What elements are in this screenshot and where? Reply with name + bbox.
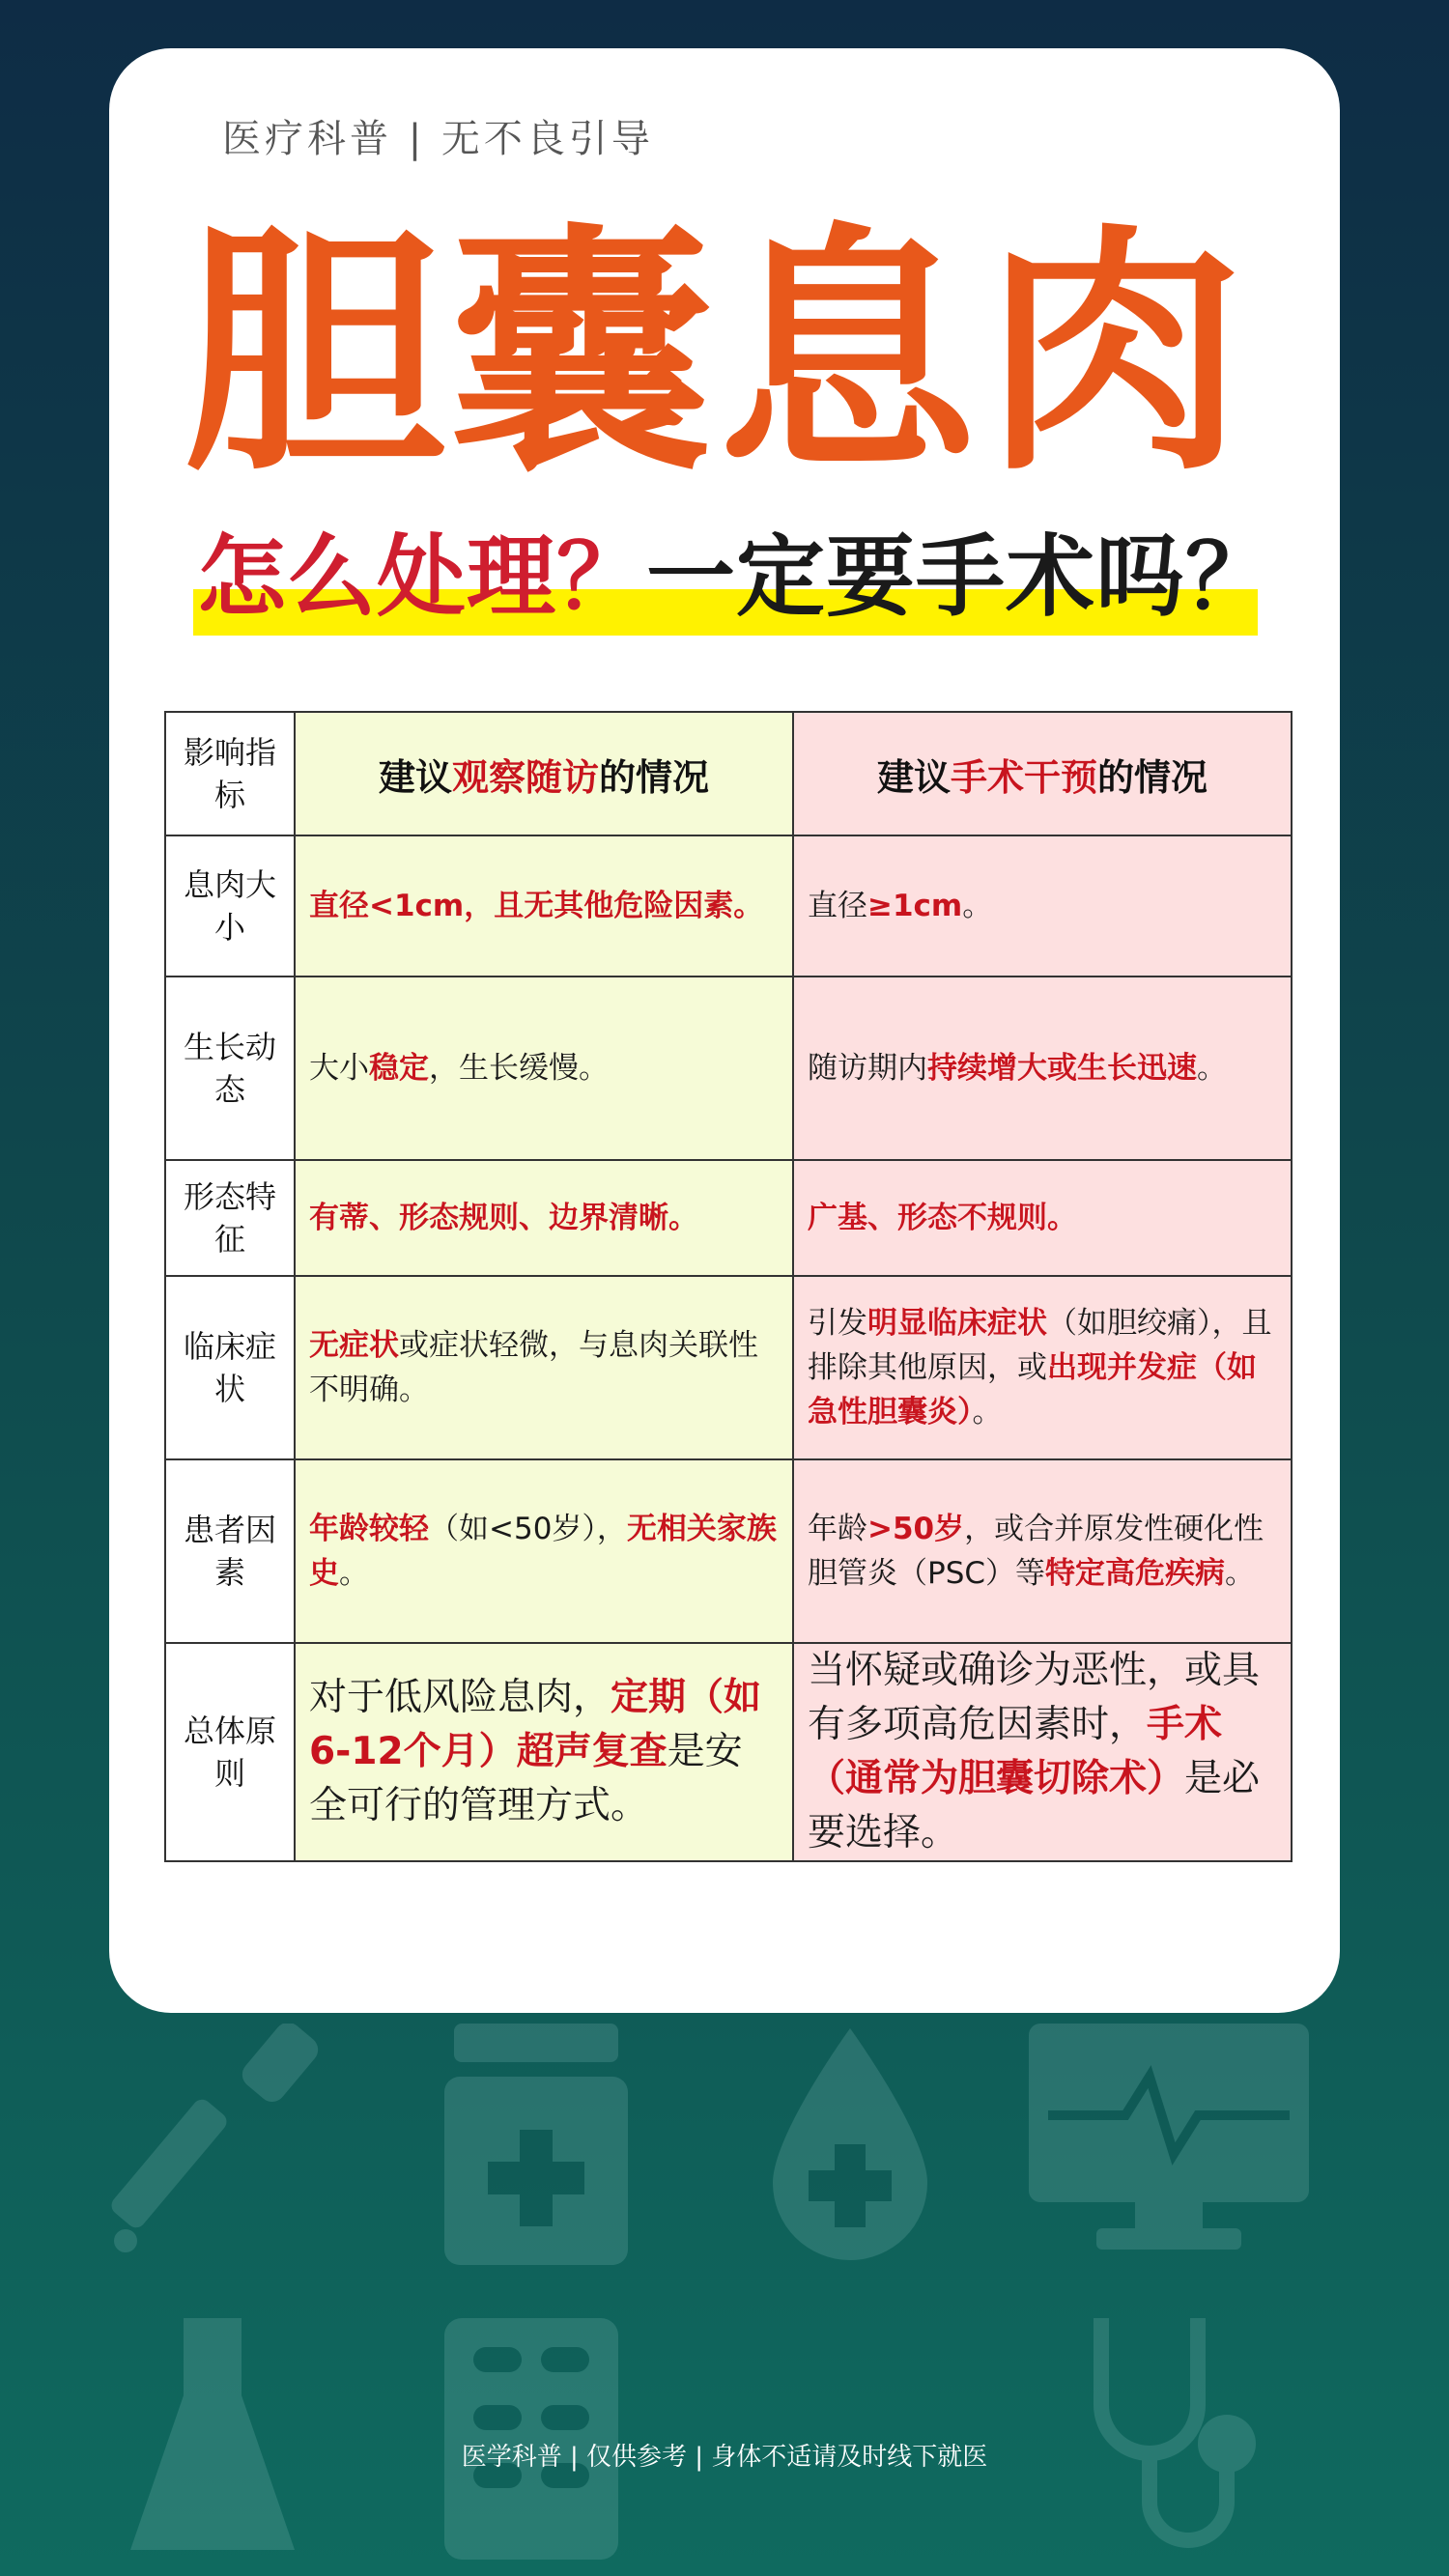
body-text: 直径 — [808, 889, 867, 923]
highlight-text: 特定高危疾病 — [1045, 1556, 1226, 1591]
surgery-cell — [793, 835, 1292, 977]
table-row — [165, 977, 1292, 1160]
body-text: 随访期内 — [808, 1051, 927, 1086]
table-body — [165, 835, 1292, 1861]
observe-cell — [295, 835, 793, 977]
surgery-cell — [793, 1276, 1292, 1459]
header-indicator: 影响指标 — [165, 712, 295, 835]
body-text: 是安全可行的管理方式。 — [309, 1730, 743, 1827]
row-label: 息肉大小 — [165, 835, 295, 977]
highlight-text: 年龄较轻 — [309, 1512, 429, 1546]
body-text: （如胆绞痛），且排除其他原因，或 — [808, 1306, 1272, 1385]
highlight-text: >50岁 — [867, 1512, 965, 1546]
table-row — [165, 835, 1292, 977]
comparison-table — [164, 711, 1293, 1862]
row-label: 总体原则 — [165, 1643, 295, 1861]
observe-cell — [295, 977, 793, 1160]
body-text: 。 — [1225, 1556, 1256, 1591]
body-text: 对于低风险息肉， — [309, 1676, 611, 1719]
tagline: 医疗科普 | 无不良引导 — [222, 117, 654, 161]
highlight-text: 出现并发症（如急性胆囊炎） — [808, 1350, 1257, 1430]
header-observe-highlight: 观察随访 — [451, 755, 599, 799]
table-row — [165, 1276, 1292, 1459]
body-text: 当怀疑或确诊为恶性，或具有多项高危因素时， — [808, 1649, 1261, 1746]
highlight-text: 无相关家族史 — [309, 1512, 777, 1591]
main-title: 胆囊息肉 — [184, 202, 1250, 506]
observe-cell — [295, 1160, 793, 1276]
table-row — [165, 1459, 1292, 1643]
blood-drop-icon — [773, 2028, 927, 2260]
highlight-text: 直径<1cm，且无其他危险因素。 — [309, 889, 764, 923]
body-text: 是必要选择。 — [808, 1757, 1261, 1854]
footer-disclaimer: 医学科普 | 仅供参考 | 身体不适请及时线下就医 — [461, 2443, 988, 2472]
dropper-icon — [111, 2024, 324, 2255]
highlight-text: 广基、形态不规则。 — [808, 1201, 1077, 1235]
subtitle-question-dark: 一定要手术吗？ — [646, 525, 1276, 629]
body-text: 。 — [962, 889, 993, 923]
highlight-text: 明显临床症状 — [867, 1306, 1047, 1341]
header-surgery: 建议手术干预的情况 — [793, 712, 1292, 835]
observe-cell — [295, 1459, 793, 1643]
observe-cell — [295, 1276, 793, 1459]
observe-cell — [295, 1643, 793, 1861]
header-surgery-highlight: 手术干预 — [950, 755, 1097, 799]
row-label: 患者因素 — [165, 1459, 295, 1643]
body-text: 。 — [1197, 1051, 1227, 1086]
highlight-text: ≥1cm — [867, 889, 963, 923]
header-observe: 建议观察随访的情况 — [295, 712, 793, 835]
body-text: 。 — [972, 1395, 1003, 1430]
highlight-text: 定期（如6-12个月）超声复查 — [309, 1676, 762, 1773]
body-text: 大小 — [309, 1051, 369, 1086]
row-label: 形态特征 — [165, 1160, 295, 1276]
surgery-cell — [793, 1643, 1292, 1861]
medicine-bottle-icon — [444, 2024, 628, 2265]
highlight-text: 手术（通常为胆囊切除术） — [808, 1703, 1223, 1800]
body-text: 引发 — [808, 1306, 867, 1341]
highlight-text: 有蒂、形态规则、边界清晰。 — [309, 1201, 698, 1235]
surgery-cell — [793, 1459, 1292, 1643]
subtitle — [193, 522, 1276, 642]
surgery-cell — [793, 977, 1292, 1160]
body-text: ，或合并原发性硬化性胆管炎（PSC）等 — [808, 1512, 1264, 1591]
body-text: ，生长缓慢。 — [429, 1051, 609, 1086]
table-row — [165, 1643, 1292, 1861]
subtitle-question-red: 怎么处理？ — [197, 525, 647, 629]
body-text: 。 — [339, 1556, 369, 1591]
body-text: （如<50岁）， — [429, 1512, 627, 1546]
body-text: 或症状轻微，与息肉关联性不明确。 — [309, 1328, 758, 1407]
highlight-text: 无症状 — [309, 1328, 399, 1363]
surgery-cell — [793, 1160, 1292, 1276]
table-header-row — [165, 712, 1292, 835]
highlight-text: 持续增大或生长迅速 — [927, 1051, 1197, 1086]
heart-monitor-icon — [1029, 2024, 1309, 2255]
highlight-text: 稳定 — [369, 1051, 429, 1086]
row-label: 临床症状 — [165, 1276, 295, 1459]
table-row — [165, 1160, 1292, 1276]
body-text: 年龄 — [808, 1512, 867, 1546]
row-label: 生长动态 — [165, 977, 295, 1160]
